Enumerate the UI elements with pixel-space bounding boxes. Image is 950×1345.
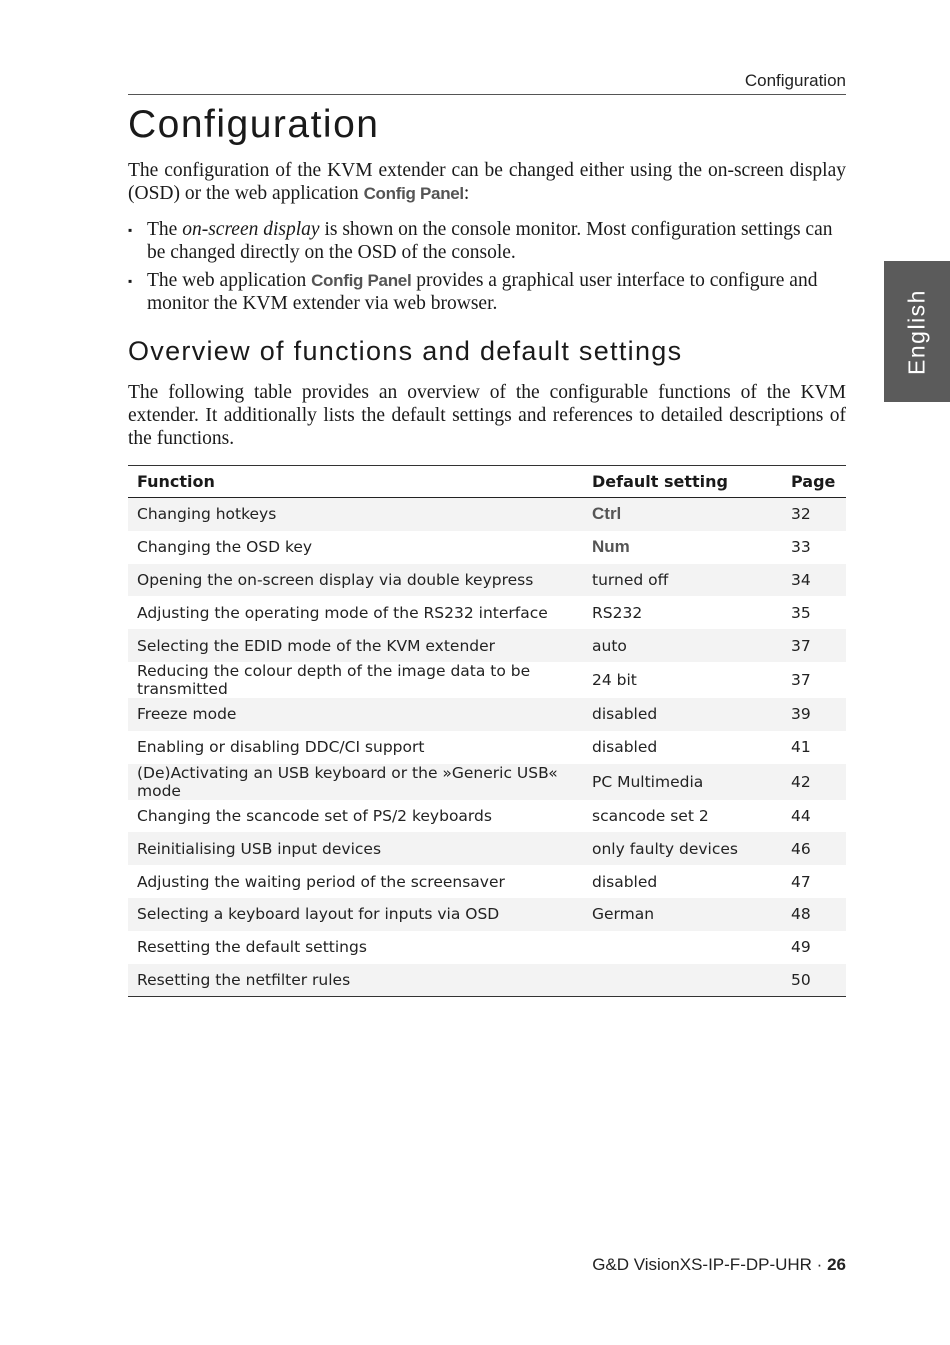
page-footer [400, 1255, 846, 1275]
cell-function: Reducing the colour depth of the image data to be transmitted [137, 661, 531, 698]
cell-default-setting: disabled [592, 738, 658, 757]
functions-table [128, 465, 846, 997]
cell-function: Adjusting the operating mode of the RS232 interface [137, 603, 548, 622]
table-row [128, 832, 846, 865]
footer-product: G&D VisionXS-IP-F-DP-UHR · [592, 1255, 828, 1274]
cell-function: Changing hotkeys [128, 498, 583, 531]
cell-page: 34 [782, 564, 846, 597]
bullet-list [128, 218, 846, 320]
cell-default-setting: only faulty devices [583, 832, 782, 865]
section-paragraph: The following table provides an overview of the configurable functions of the KVM extender. It additionally lists the default settings and references to detailed descriptions of the functions. [128, 382, 846, 449]
key-name: Ctrl [592, 504, 622, 524]
cell-page: 44 [791, 806, 811, 825]
page-number: 26 [827, 1255, 846, 1274]
cell-function: Adjusting the waiting period of the screensaver [137, 872, 505, 891]
config-panel-term: Config Panel [311, 271, 412, 290]
cell-default-setting: PC Multimedia [583, 764, 782, 800]
language-tab-label: English [903, 288, 930, 375]
table-row [128, 698, 846, 731]
cell-function: Selecting a keyboard layout for inputs via OSD [128, 898, 583, 931]
column-header-function: Function [128, 466, 583, 498]
cell-page: 39 [782, 698, 846, 731]
cell-page: 41 [791, 738, 811, 757]
intro-text: The configuration of the KVM extender can be changed either using the on-screen display (OSD) or the web application [128, 160, 846, 204]
cell-function: Resetting the default settings [137, 938, 367, 957]
table-row [128, 662, 846, 698]
cell-page: 35 [791, 603, 811, 622]
bullet-text-before: The web application [147, 270, 312, 291]
bullet-text-after: provides a graphical user interface to configure and monitor the KVM extender via web browser. [147, 270, 818, 314]
table-header-row [128, 466, 846, 498]
cell-function: (De)Activating an USB keyboard or the »Generic USB« mode [128, 764, 583, 800]
cell-default-setting: disabled [583, 698, 782, 731]
cell-default-setting [583, 931, 782, 964]
cell-default-setting [583, 964, 782, 997]
cell-default-setting: 24 bit [592, 670, 637, 689]
table-row [128, 531, 846, 564]
table-row [128, 764, 846, 800]
bullet-item-config-panel [128, 269, 846, 315]
bullet-text-after: is shown on the console monitor. Most configuration settings can be changed directly on the OSD of the console. [147, 219, 833, 263]
cell-function: Changing the scancode set of PS/2 keyboards [137, 806, 492, 825]
cell-page: 50 [782, 964, 846, 997]
table-row [128, 800, 846, 833]
cell-default-setting [583, 498, 782, 531]
cell-function: Resetting the netfilter rules [128, 964, 583, 997]
cell-page: 48 [782, 898, 846, 931]
intro-colon: : [463, 182, 470, 204]
cell-default-setting: disabled [592, 872, 658, 891]
cell-function: Reinitialising USB input devices [128, 832, 583, 865]
cell-default-setting: RS232 [592, 603, 643, 622]
table-row [128, 564, 846, 597]
bullet-text-before: The [147, 219, 183, 240]
cell-default-setting: auto [583, 629, 782, 662]
cell-page: 32 [782, 498, 846, 531]
column-header-default: Default setting [583, 466, 782, 498]
language-tab [884, 261, 950, 402]
bullet-square-icon: ▪ [128, 274, 133, 288]
cell-function: Selecting the EDID mode of the KVM extender [128, 629, 583, 662]
cell-page: 37 [782, 629, 846, 662]
cell-function: Changing the OSD key [137, 538, 313, 557]
cell-function: Opening the on-screen display via double keypress [128, 564, 583, 597]
bullet-emphasis: on-screen display [182, 219, 320, 240]
cell-page: 46 [782, 832, 846, 865]
column-header-page: Page [782, 466, 846, 498]
table-row [128, 498, 846, 531]
section-heading: Overview of functions and default settings [128, 336, 683, 366]
cell-page: 49 [791, 938, 811, 957]
bullet-item-osd [128, 218, 846, 264]
bullet-square-icon: ▪ [128, 223, 133, 237]
running-head: Configuration [744, 71, 846, 90]
table-row [128, 931, 846, 964]
intro-paragraph [128, 160, 846, 205]
table-row [128, 898, 846, 931]
table-body [128, 498, 846, 997]
cell-default-setting: scancode set 2 [592, 806, 709, 825]
cell-page: 37 [791, 670, 811, 689]
table-row [128, 596, 846, 629]
cell-page: 33 [791, 538, 811, 557]
cell-default-setting [583, 531, 782, 564]
table-row [128, 629, 846, 662]
cell-function: Enabling or disabling DDC/CI support [137, 738, 425, 757]
table-row [128, 865, 846, 898]
table-row [128, 731, 846, 764]
config-panel-term: Config Panel [363, 183, 464, 203]
cell-page: 42 [782, 764, 846, 800]
key-name: Num [592, 537, 630, 557]
cell-default-setting: turned off [583, 564, 782, 597]
page-title: Configuration [128, 103, 380, 146]
cell-page: 47 [791, 872, 811, 891]
cell-function: Freeze mode [128, 698, 583, 731]
table-row [128, 964, 846, 997]
header-rule [128, 94, 846, 95]
cell-default-setting: German [583, 898, 782, 931]
